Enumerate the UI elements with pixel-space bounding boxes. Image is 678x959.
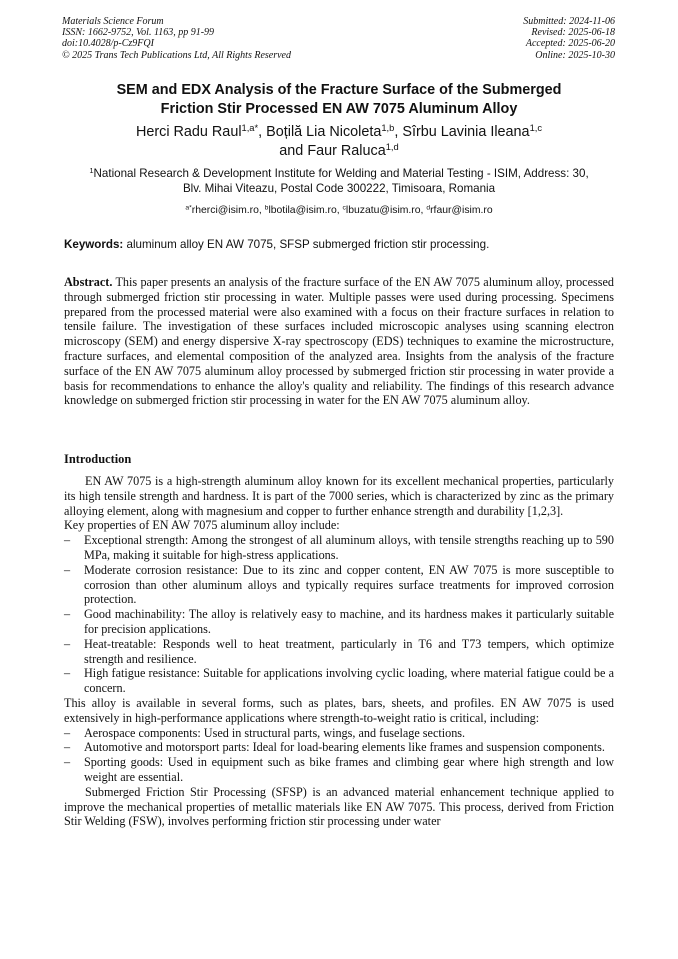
intro-paragraph-2: Key properties of EN AW 7075 aluminum alloy include: [64, 518, 340, 533]
affiliation-line-1: National Research & Development Institute for Welding and Material Testing - ISIM, Address: 30, [93, 167, 589, 180]
title-line-1: SEM and EDX Analysis of the Fracture Surface of the Submerged [116, 82, 562, 98]
dash-bullet: – [64, 740, 71, 755]
introduction-heading: Introduction [64, 452, 132, 466]
list-item [64, 666, 614, 696]
applications-list [64, 726, 614, 785]
author-3: Sîrbu Lavinia Ileana [402, 124, 530, 140]
property-text: Good machinability: The alloy is relatively easy to machine, and its hardness makes it particularly suitable for precision applications. [84, 607, 614, 636]
author-and: and [279, 142, 304, 159]
email-c-sup: c [342, 204, 346, 212]
property-text: Heat-treatable: Responds well to heat treatment, particularly in T6 and T73 tempers, which optimize strength and resilience. [84, 636, 614, 666]
author-1: Herci Radu Raul [135, 124, 242, 140]
application-text: Sporting goods: Used in equipment such as bike frames and climbing gear where high strength and low weight are essential. [84, 755, 614, 784]
application-text: Aerospace components: Used in structural parts, wings, and fuselage sections. [84, 725, 466, 740]
submitted-date: Submitted: 2024-11-06 [523, 16, 615, 27]
dash-bullet: – [64, 755, 71, 770]
intro-paragraph-4: Submerged Friction Stir Processing (SFSP) is an advanced material enhancement technique applied to improve the mechanical properties of metallic materials like EN AW 7075. This process, derived from Friction Stir Welding (FSW), involves performing friction stir processing under water [64, 784, 614, 829]
list-item [64, 755, 614, 785]
copyright: © 2025 Trans Tech Publications Ltd, All Rights Reserved [62, 49, 291, 61]
author-3-sup: 1,c [529, 122, 543, 133]
dash-bullet: – [64, 533, 71, 548]
online-date: Online: 2025-10-30 [535, 49, 615, 61]
abstract-label: Abstract. [64, 275, 113, 289]
list-item [64, 726, 614, 741]
property-text: Exceptional strength: Among the strongest of all aluminum alloys, with tensile strengths reaching up to 590 MPa, making it suitable for high-stress applications. [84, 533, 614, 562]
keywords [64, 238, 614, 252]
keywords-text: aluminum alloy EN AW 7075, SFSP submerged friction stir processing. [126, 238, 490, 251]
paper-title [40, 81, 638, 118]
doi: doi:10.4028/p-Cz9FQI [62, 38, 154, 50]
affiliation-line-2: Blv. Mihai Viteazu, Postal Code 300222, Timisoara, Romania [182, 181, 496, 195]
revised-date: Revised: 2025-06-18 [531, 27, 615, 39]
email-d[interactable]: rfaur@isim.ro [430, 205, 493, 216]
dash-bullet: – [64, 562, 71, 577]
author-2: Boțilă Lia Nicoleta [266, 124, 382, 140]
dash-bullet: – [64, 607, 71, 622]
list-item [64, 740, 614, 755]
list-item [64, 563, 614, 607]
properties-list [64, 533, 614, 696]
header-left [62, 16, 291, 61]
introduction-body [64, 474, 614, 829]
email-c[interactable]: lbuzatu@isim.ro [345, 205, 421, 216]
intro-paragraph-1: EN AW 7075 is a high-strength aluminum alloy known for its excellent mechanical properties, particularly its high tensile strength and hardness. It is part of the 7000 series, which is characterized by zinc as the primary alloying element, along with magnesium and copper to further enhance strength and durability [1,2,3]. [64, 474, 614, 518]
journal-name: Materials Science Forum [62, 16, 164, 27]
abstract-text: This paper presents an analysis of the fracture surface of the EN AW 7075 aluminum alloy, processed through submerged friction stir processing in water. Multiple passes were used during processing. Specimens prepared from the processed material were also examined with a focus on their fracture surfaces in relation to tensile failure. The investigation of these surfaces included microscopic analyses using scanning electron microscopy (SEM) and energy dispersive X-ray spectroscopy (EDS) techniques to examine the microstructure, fracture surfaces, and elemental composition of the analyzed area. Insights from the analysis of the fracture surface of the EN AW 7075 aluminum alloy processed by submerged friction stir processing in water provide a basis for recommendations to enhance the alloy's quality and reliability. The findings of this research advance knowledge on submerged friction stir processing in water for the EN AW 7075 aluminum alloy. [64, 275, 614, 408]
issn: ISSN: 1662-9752, Vol. 1163, pp 91-99 [62, 27, 215, 39]
property-text: Moderate corrosion resistance: Due to its zinc and copper content, EN AW 7075 is more susceptible to corrosion than other aluminum alloys and typically requires surface treatments for improved corrosion protection. [84, 562, 614, 607]
list-item [64, 637, 614, 667]
email-d-sup: d [426, 204, 431, 212]
list-item [64, 533, 614, 563]
header-right [523, 16, 615, 61]
title-line-2: Friction Stir Processed EN AW 7075 Aluminum Alloy [160, 100, 518, 117]
author-1-sup: 1,a* [241, 122, 259, 133]
property-text: High fatigue resistance: Suitable for applications involving cyclic loading, where material fatigue could be a concern. [84, 666, 614, 696]
author-list: Herci Radu Raul$^{1,a*}$, Boțilă Lia Nicoleta$^{1,b}$, Sîrbu Lavinia Ileana$^{1,c}$ and Faur Raluca$^{1,d}$ [135, 122, 543, 159]
email-b[interactable]: lbotila@isim.ro [268, 205, 337, 216]
author-4-sup: 1,d [385, 141, 399, 152]
dash-bullet: – [64, 725, 71, 740]
abstract [64, 275, 614, 408]
dash-bullet: – [64, 666, 71, 681]
email-a[interactable]: rherci@isim.ro [191, 205, 259, 216]
author-4: Faur Raluca [307, 142, 386, 159]
accepted-date: Accepted: 2025-06-20 [525, 38, 615, 50]
intro-paragraph-3: This alloy is available in several forms, such as plates, bars, sheets, and profiles. EN AW 7075 is used extensively in high-performance applications where strength-to-weight ratio is critical, including: [64, 695, 614, 725]
list-item [64, 607, 614, 637]
dash-bullet: – [64, 636, 71, 651]
affiliation [64, 167, 614, 196]
email-list: $^{a*}$rherci@isim.ro, $^b$lbotila@isim.ro, $^c$lbuzatu@isim.ro, $^d$rfaur@isim.ro [185, 204, 493, 216]
email-a-sup: a* [185, 204, 192, 212]
email-b-sup: b [264, 204, 269, 212]
application-text: Automotive and motorsport parts: Ideal for load-bearing elements like frames and suspension components. [84, 740, 605, 755]
affiliation-sup: 1 [89, 165, 94, 175]
keywords-label: Keywords: [64, 238, 124, 251]
author-2-sup: 1,b [381, 122, 395, 133]
